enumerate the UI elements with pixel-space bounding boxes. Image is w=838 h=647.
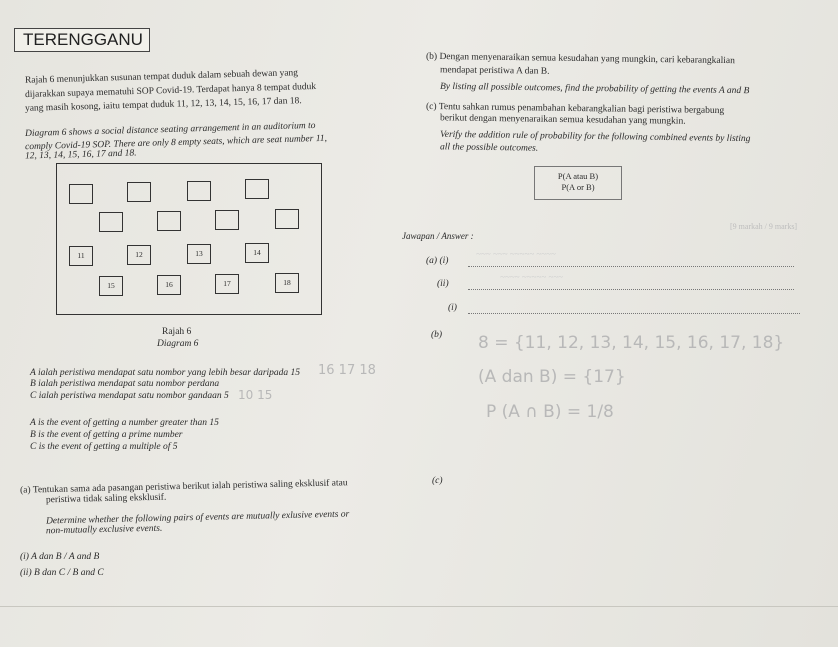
part-a-ms-line2: peristiwa tidak saling eksklusif. [45, 492, 167, 506]
crossed-out-writing: ~~~~ ~~~~~ ~~~ [500, 272, 563, 282]
intro-ms-line2: dijarakkan supaya mematuhi SOP Covid-19. Terdapat hanya 8 tempat duduk [24, 81, 317, 101]
event-a-ms: A ialah peristiwa mendapat satu nombor yang lebih besar daripada 15 [30, 368, 301, 378]
seat-16: 16 [157, 275, 181, 295]
seat-empty [187, 181, 211, 201]
event-a-en: A is the event of getting a number greater than 15 [30, 418, 219, 428]
seat-empty [99, 212, 123, 232]
seat-empty [245, 179, 269, 199]
state-title: TERENGGANU [14, 28, 150, 52]
formula-box [534, 166, 622, 200]
crossed-out-writing: ~~~ ~~~ ~~~~~ ~~~~ [476, 249, 556, 259]
answer-line-a-i [468, 266, 794, 267]
part-b-ms-line1: (b) Dengan menyenaraikan semua kesudahan yang mungkin, cari kebarangkalian [425, 51, 735, 67]
seat-18: 18 [275, 273, 299, 293]
seat-12: 12 [127, 245, 151, 265]
intro-en-line2: comply Covid-19 SOP. There are only 8 empty seats, which are seat number 11, [24, 133, 328, 153]
marks-label: [9 markah / 9 marks] [730, 222, 798, 231]
part-c-ms-line1: (c) Tentu sahkan rumus penambahan kebarangkalian bagi peristiwa bergabung [425, 101, 725, 117]
intro-ms-line3: yang masih kosong, iaitu tempat duduk 11, 12, 13, 14, 15, 16, 17 dan 18. [24, 96, 302, 114]
answer-a-i-label: (a) (i) [426, 256, 449, 266]
event-c-ms: C ialah peristiwa mendapat satu nombor gandaan 5 [30, 391, 229, 401]
part-a-en-line2: non-mutually exclusive events. [45, 523, 163, 537]
part-c-ms-line2: berikut dengan menyenaraikan semua kesudahan yang mungkin. [439, 113, 686, 127]
handwritten-event-a: 16 17 18 [318, 363, 376, 378]
intro-ms-line1: Rajah 6 menunjukkan susunan tempat duduk dalam sebuah dewan yang [24, 68, 299, 86]
formula-ms: P(A atau B) [557, 171, 599, 181]
seat-empty [127, 182, 151, 202]
handwritten-probability: P (A ∩ B) = 1/8 [486, 402, 614, 422]
part-a-ms-line1: (a) Tentukan sama ada pasangan peristiwa berikut ialah peristiwa saling eksklusif atau [19, 478, 348, 496]
event-b-ms: B ialah peristiwa mendapat satu nombor perdana [30, 379, 220, 389]
handwritten-a-and-b: (A dan B) = {17} [478, 367, 626, 387]
seat-15: 15 [99, 276, 123, 296]
event-b-en: B is the event of getting a prime number [30, 430, 183, 440]
seat-13: 13 [187, 244, 211, 264]
seat-empty [157, 211, 181, 231]
answer-label: Jawapan / Answer : [402, 231, 474, 241]
seat-11: 11 [69, 246, 93, 266]
part-c-en-line2: all the possible outcomes. [439, 142, 539, 154]
formula-en: P(A or B) [561, 182, 595, 192]
answer-line-a-ii [468, 289, 794, 290]
part-b-ms-line2: mendapat peristiwa A dan B. [439, 65, 550, 77]
diagram-caption-en: Diagram 6 [157, 339, 199, 349]
seat-empty [69, 184, 93, 204]
handwritten-event-c: 10 15 [238, 388, 273, 402]
answer-extra-label: (i) [448, 303, 457, 313]
part-a-en-line1: Determine whether the following pairs of events are mutually exlusive events or [45, 509, 350, 527]
part-a-item-i: (i) A dan B / A and B [20, 552, 100, 562]
seat-14: 14 [245, 243, 269, 263]
part-a-item-ii: (ii) B dan C / B and C [20, 568, 104, 578]
answer-line-extra [468, 313, 800, 314]
diagram-caption-ms: Rajah 6 [162, 327, 192, 337]
seating-diagram [56, 163, 322, 315]
answer-c-label: (c) [432, 476, 443, 486]
answer-a-ii-label: (ii) [437, 279, 449, 289]
intro-en-line1: Diagram 6 shows a social distance seating arrangement in an auditorium to [24, 120, 316, 140]
seat-empty [275, 209, 299, 229]
handwritten-sample-space: 8 = {11, 12, 13, 14, 15, 16, 17, 18} [478, 333, 785, 353]
intro-en-line3: 12, 13, 14, 15, 16, 17 and 18. [24, 148, 137, 162]
seat-empty [215, 210, 239, 230]
seat-17: 17 [215, 274, 239, 294]
page-fold [0, 606, 838, 607]
part-b-en-line1: By listing all possible outcomes, find the probability of getting the events A and B [439, 81, 750, 97]
answer-b-label: (b) [431, 330, 443, 340]
event-c-en: C is the event of getting a multiple of 5 [30, 442, 178, 452]
part-c-en-line1: Verify the addition rule of probability for the following combined events by listing [439, 129, 751, 145]
